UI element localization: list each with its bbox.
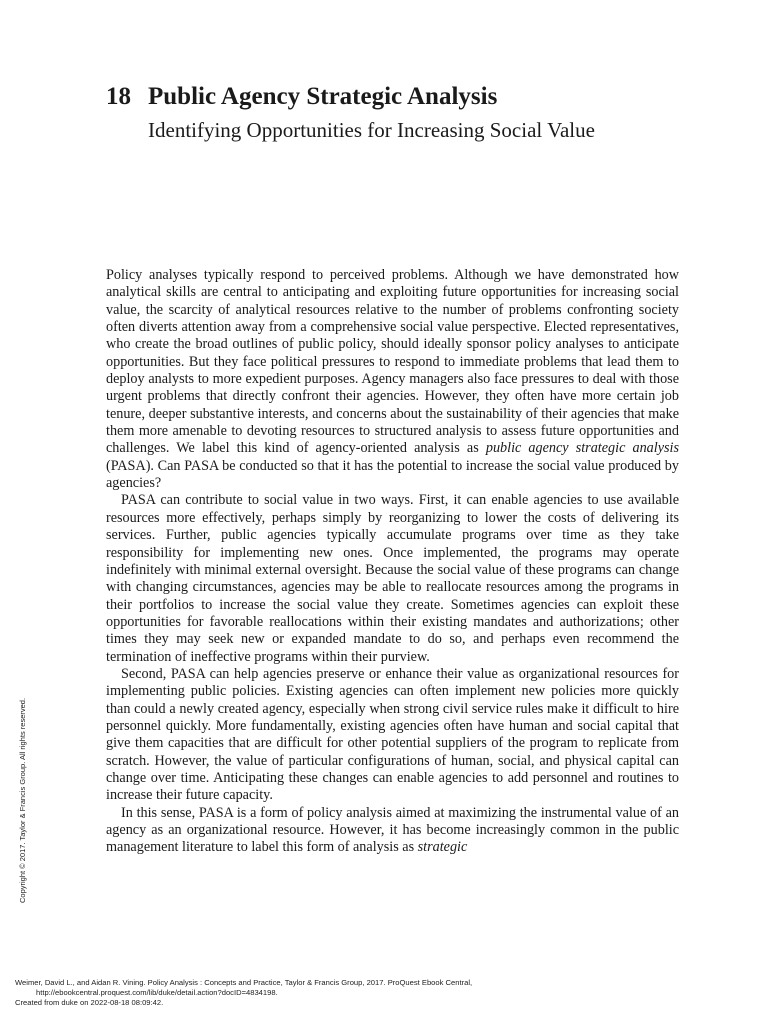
paragraph-2: PASA can contribute to social value in two ways. First, it can enable agencies to use available resources more effectively, perhaps simply by reorganizing to lower the costs of delivering its services. Further, public agencies typically accumulate programs over time as they take responsibility for implementing new ones. Once implemented, the programs may operate indefinitely with minimal external oversight. Because the social value of these programs can change with changing circumstances, agencies may be able to reallocate resources among the programs in their portfolios to increase the social value they create. Sometimes agencies can exploit these opportunities for favorable reallocations within their existing mandates and authorizations; other times they may seek new or expanded mandate to do so, and perhaps even recommend the termination of ineffective programs within their purview. — [106, 492, 679, 665]
paragraph-4-emphasis: strategic — [417, 839, 468, 856]
paragraph-4-text: In this sense, PASA is a form of policy analysis aimed at maximizing the instrumental value of an agency as an organizational resource. However, it has become increasingly common in the public management literature to label this form of analysis as — [106, 804, 679, 856]
paragraph-1-end: (PASA). Can PASA be conducted so that it has the potential to increase the social value produced by agencies? — [106, 457, 679, 492]
chapter-title-line — [106, 82, 686, 112]
citation-url: http://ebookcentral.proquest.com/lib/duke/detail.action?docID=4834198. — [36, 987, 278, 997]
paragraph-1 — [106, 267, 679, 492]
body-text — [106, 267, 679, 857]
paragraph-1-text: Policy analyses typically respond to perceived problems. Although we have demonstrated how analytical skills are central to anticipating and exploiting future opportunities for increasing social value, the scarcity of analytical resources relative to the number of problems confronting society often diverts attention away from a comprehensive social value perspective. Elected representatives, who create the broad outlines of public policy, should ideally sponsor policy analyses to anticipate opportunities. But they face political pressures to respond to immediate problems that lead them to deploy analysts to more expedient purposes. Agency managers also face pressures to deal with those urgent problems that directly confront their agencies. However, they often have more certain job tenure, deeper substantive interests, and concerns about the sustainability of their agencies that make them more amenable to devoting resources to structured analysis to assess future opportunities and challenges. We label this kind of agency-oriented analysis as — [106, 267, 679, 457]
chapter-subtitle: Identifying Opportunities for Increasing Social Value — [148, 118, 595, 142]
chapter-heading — [106, 82, 686, 143]
paragraph-1-emphasis: public agency strategic analysis — [485, 440, 679, 457]
copyright-side-note: Copyright © 2017. Taylor & Francis Group. All rights reserved. — [18, 697, 27, 903]
citation-line: Weimer, David L., and Aidan R. Vining. Policy Analysis : Concepts and Practice, Taylor & Francis Group, 2017. ProQuest Ebook Central, — [15, 978, 473, 987]
created-from-line: Created from duke on 2022-08-18 08:09:42. — [15, 997, 164, 1007]
paragraph-4 — [106, 805, 679, 857]
chapter-number: 18 — [106, 83, 131, 110]
chapter-title: Public Agency Strategic Analysis — [148, 83, 498, 110]
paragraph-3: Second, PASA can help agencies preserve or enhance their value as organizational resources for implementing public policies. Existing agencies can often implement new policies more quickly than could a newly created agency, especially when strong civil service rules make it difficult to hire personnel quickly. More fundamentally, existing agencies often have human and social capital that give them capacities that are difficult for other potential suppliers of the program to replicate from scratch. However, the value of particular configurations of human, social, and physical capital can change over time. Anticipating these changes can enable agencies to add personnel and routines to increase their future capacity. — [106, 665, 679, 804]
citation-footer — [15, 978, 755, 1007]
